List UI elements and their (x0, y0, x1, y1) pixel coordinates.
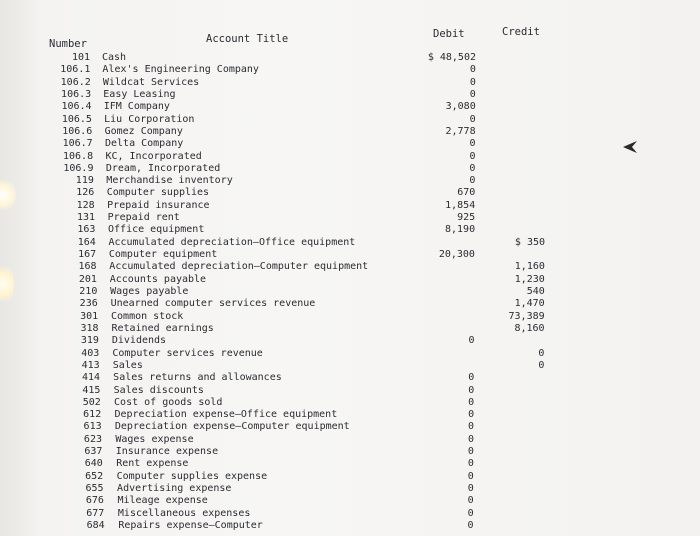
debit-value: 0 (467, 433, 474, 445)
account-number: 210 (79, 286, 98, 297)
account-title: Wages expense (115, 433, 194, 445)
account-number: 236 (79, 298, 98, 310)
account-number: 613 (83, 421, 102, 433)
account-title: Accumulated depreciation—Computer equipment (109, 261, 369, 273)
account-title: Retained earnings (111, 322, 214, 334)
credit-value: 540 (526, 286, 545, 297)
account-title: Depreciation expense—Office equipment (114, 409, 338, 421)
account-title: Prepaid insurance (107, 199, 210, 211)
account-number: 318 (80, 322, 99, 334)
account-title: Sales returns and allowances (113, 372, 282, 384)
debit-value: 0 (469, 150, 476, 162)
table-row (0, 77, 700, 90)
header-account-title: Account Title (206, 33, 289, 45)
debit-value: 0 (468, 396, 475, 408)
table-row (0, 311, 700, 324)
account-title: Dream, Incorporated (105, 162, 221, 174)
table-row (0, 126, 700, 139)
table-row (0, 520, 700, 533)
table-row (0, 138, 700, 151)
account-title: Computer supplies expense (116, 470, 268, 482)
debit-value: 0 (467, 470, 474, 482)
account-number: 106.4 (61, 101, 92, 113)
debit-value: 0 (467, 495, 474, 507)
table-row (0, 89, 700, 102)
account-number: 637 (84, 446, 103, 458)
debit-value: 0 (467, 446, 474, 458)
table-row (0, 495, 700, 508)
account-number: 201 (78, 273, 97, 285)
header-debit: Debit (433, 28, 465, 40)
account-number: 676 (85, 495, 104, 507)
table-row (0, 200, 700, 213)
account-title: Accounts payable (109, 273, 207, 285)
account-title: Office equipment (108, 224, 205, 236)
account-title: Easy Leasing (103, 88, 176, 100)
account-title: Advertising expense (117, 483, 232, 495)
account-number: 677 (86, 507, 105, 519)
credit-value: 73,389 (508, 310, 545, 322)
account-title: Repairs expense—Computer (118, 520, 263, 531)
account-title: Liu Corporation (104, 113, 195, 125)
account-number: 106.8 (62, 150, 94, 162)
table-row (0, 471, 700, 484)
account-number: 119 (75, 175, 94, 187)
account-number: 623 (83, 433, 102, 445)
debit-value: 670 (457, 187, 476, 199)
account-title: Dividends (111, 335, 167, 347)
debit-value: 0 (469, 175, 476, 187)
credit-value: 0 (538, 347, 545, 359)
account-number: 106.9 (63, 162, 94, 174)
table-row (0, 335, 700, 348)
account-title: KC, Incorporated (105, 150, 202, 162)
account-title: Rent expense (116, 458, 189, 470)
account-number: 655 (85, 483, 104, 495)
account-number: 126 (76, 187, 95, 199)
table-row (0, 323, 700, 336)
debit-value: 0 (467, 483, 474, 495)
credit-value: 8,160 (514, 322, 545, 334)
account-title: Common stock (111, 310, 184, 322)
account-number: 131 (76, 212, 96, 224)
account-title: Computer supplies (106, 187, 210, 199)
account-title: Miscellaneous expenses (117, 507, 251, 519)
table-row (0, 163, 700, 176)
account-title: Gomez Company (104, 125, 183, 137)
table-row (0, 446, 700, 459)
debit-value: 0 (469, 64, 476, 76)
debit-value: 8,190 (444, 224, 476, 236)
table-row (0, 237, 700, 250)
table-row (0, 434, 700, 447)
account-title: Unearned computer services revenue (110, 298, 316, 310)
debit-value: 0 (469, 113, 476, 125)
table-row (0, 52, 700, 65)
debit-value: 0 (467, 520, 474, 531)
account-title: Alex's Engineering Company (102, 64, 259, 76)
table-row (0, 151, 700, 164)
table-row (0, 249, 700, 262)
table-row (0, 397, 700, 410)
header-credit: Credit (502, 26, 540, 38)
table-row (0, 212, 700, 225)
account-number: 502 (82, 396, 101, 408)
debit-value: 0 (469, 76, 476, 88)
debit-value: 0 (468, 384, 475, 396)
account-number: 106.3 (61, 88, 92, 100)
table-row (0, 286, 700, 299)
account-title: Wages payable (110, 286, 189, 297)
account-number: 128 (76, 199, 95, 211)
account-number: 106.7 (62, 138, 93, 150)
account-title: Prepaid rent (107, 212, 180, 224)
cursor-arrow-icon (622, 140, 638, 154)
account-number: 163 (77, 224, 96, 236)
debit-value: 0 (467, 458, 474, 470)
account-title: Sales discounts (113, 384, 204, 396)
debit-value: 0 (468, 335, 475, 347)
account-title: Merchandise inventory (106, 175, 233, 187)
debit-value: $ 48,502 (427, 52, 476, 63)
table-row (0, 421, 700, 434)
account-title: Cost of goods sold (114, 396, 223, 408)
debit-value: 0 (468, 421, 475, 433)
table-row (0, 224, 700, 237)
table-row (0, 508, 700, 521)
account-title: Computer equipment (108, 249, 218, 261)
debit-value: 1,854 (445, 199, 476, 211)
table-row (0, 348, 700, 361)
account-number: 684 (86, 520, 105, 531)
credit-value: 1,160 (514, 261, 545, 273)
table-row (0, 114, 700, 127)
debit-value: 0 (468, 409, 475, 421)
debit-value: 2,778 (445, 125, 476, 137)
account-title: Wildcat Services (102, 76, 200, 88)
account-number: 164 (77, 236, 96, 248)
table-row (0, 360, 700, 373)
account-number: 168 (78, 261, 97, 273)
account-number: 652 (85, 470, 104, 482)
account-title: Sales (112, 359, 143, 371)
debit-value: 0 (469, 88, 476, 100)
table-row (0, 458, 700, 471)
debit-value: 0 (468, 372, 475, 384)
account-number: 415 (82, 384, 101, 396)
account-title: IFM Company (103, 101, 170, 113)
debit-value: 0 (467, 507, 474, 519)
account-number: 101 (71, 52, 90, 63)
table-row (0, 385, 700, 398)
table-row (0, 101, 700, 114)
debit-value: 0 (469, 162, 476, 174)
account-number: 414 (81, 372, 101, 384)
debit-value: 20,300 (438, 249, 475, 261)
table-row (0, 175, 700, 188)
account-number: 319 (80, 335, 99, 347)
account-number: 106.6 (62, 125, 93, 137)
table-row (0, 372, 700, 385)
account-number: 167 (78, 249, 97, 261)
account-title: Depreciation expense—Computer equipment (114, 421, 350, 433)
table-row (0, 298, 700, 311)
account-number: 106.1 (60, 64, 91, 76)
account-number: 612 (83, 409, 102, 421)
table-row (0, 409, 700, 422)
account-title: Mileage expense (117, 495, 208, 507)
credit-value: $ 350 (514, 236, 546, 248)
account-number: 413 (81, 359, 100, 371)
account-title: Insurance expense (115, 446, 219, 458)
account-title: Cash (102, 52, 127, 63)
credit-value: 1,470 (514, 298, 545, 310)
account-number: 106.2 (60, 76, 91, 88)
account-number: 640 (84, 458, 103, 470)
table-row (0, 483, 700, 496)
account-title: Delta Company (105, 138, 184, 150)
table-row (0, 274, 700, 287)
table-row (0, 64, 700, 77)
account-title: Computer services revenue (112, 347, 263, 359)
debit-value: 925 (457, 212, 476, 224)
credit-value: 1,230 (514, 273, 545, 285)
table-row (0, 187, 700, 200)
table-row (0, 261, 700, 274)
header-number: Number (49, 38, 87, 50)
credit-value: 0 (538, 359, 545, 371)
debit-value: 3,080 (445, 101, 476, 113)
debit-value: 0 (469, 138, 476, 150)
account-number: 403 (81, 347, 100, 359)
account-title: Accumulated depreciation—Office equipment (108, 236, 356, 248)
account-number: 106.5 (61, 113, 92, 125)
account-number: 301 (80, 310, 99, 322)
